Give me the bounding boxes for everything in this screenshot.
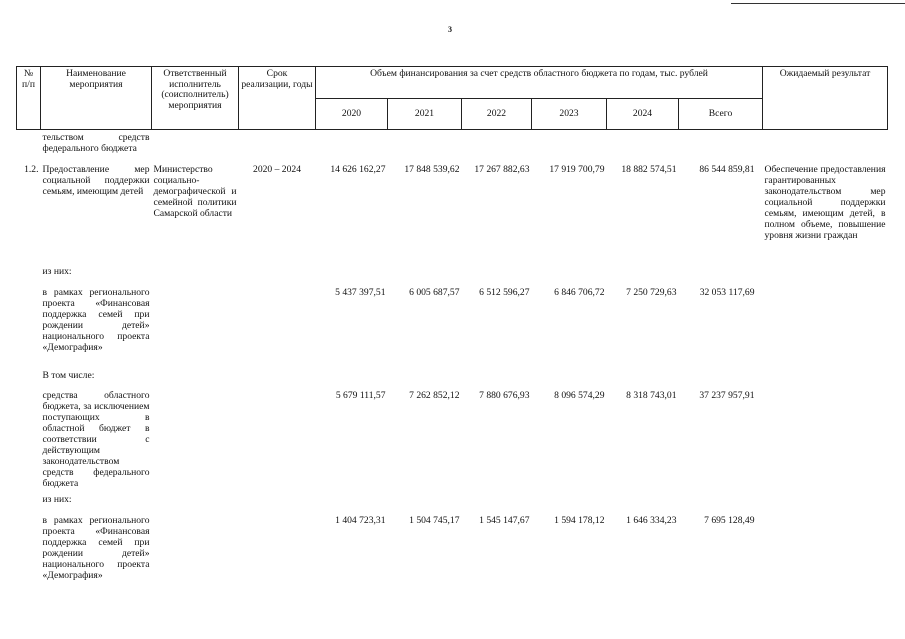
row-value-2020: 5 437 397,51 [335, 286, 386, 298]
row-period [239, 370, 316, 390]
row-value-2024: 1 646 334,23 [626, 514, 677, 526]
row-period [239, 266, 316, 287]
header-no: № п/п [17, 67, 41, 130]
row-value-2022: 17 267 882,63 [474, 163, 530, 175]
row-result: Обеспечение предоставления гарантированных законодательством мер социальной поддержки семьям, имеющим детей, в полном объеме, повышение уровня жизни граждан [764, 163, 886, 241]
row-resp [152, 494, 239, 515]
row-resp [152, 390, 239, 494]
funding-table [16, 66, 888, 595]
row-result [763, 370, 888, 390]
header-period: Срок реализации, годы [239, 67, 316, 130]
row-value-2021 [388, 494, 462, 515]
row-name: В том числе: [42, 369, 95, 381]
header-row-1 [17, 67, 888, 99]
row-value-2022: 7 880 676,93 [479, 389, 530, 401]
row-value-2020 [316, 130, 388, 164]
header-name: Наименование мероприятия [41, 67, 152, 130]
row-value-2024: 18 882 574,51 [621, 163, 677, 175]
row-period [239, 390, 316, 494]
header-year-2023: 2023 [532, 98, 607, 130]
row-value-2024 [607, 494, 679, 515]
row-result [763, 130, 888, 164]
row-name: из них: [42, 265, 72, 277]
row-value-2021: 7 262 852,12 [409, 389, 460, 401]
table-row [17, 266, 888, 287]
page-number: 3 [448, 25, 452, 34]
row-name: Предоставление мер социальной поддержки семьям, имеющим детей [42, 163, 150, 197]
row-no [17, 370, 41, 390]
row-value-2023: 6 846 706,72 [554, 286, 605, 298]
row-value-2022: 1 545 147,67 [479, 514, 530, 526]
row-result [763, 266, 888, 287]
row-value-2024: 7 250 729,63 [626, 286, 677, 298]
row-value-2021: 1 504 745,17 [409, 514, 460, 526]
header-responsible: Ответственный исполнитель (соисполнитель) мероприятия [152, 67, 239, 130]
row-value-2023 [532, 130, 607, 164]
row-value-2023: 17 919 700,79 [549, 163, 605, 175]
table-row [17, 164, 888, 266]
row-value-total: 32 053 117,69 [699, 286, 755, 298]
row-result [763, 515, 888, 595]
row-no [17, 130, 41, 164]
row-value-total [679, 494, 763, 515]
row-value-2021 [388, 370, 462, 390]
row-resp [152, 515, 239, 595]
row-resp [152, 266, 239, 287]
row-period: 2020 – 2024 [253, 163, 301, 175]
table-row [17, 130, 888, 164]
row-value-2023: 8 096 574,29 [554, 389, 605, 401]
row-value-2020 [316, 266, 388, 287]
row-value-total [679, 266, 763, 287]
row-value-2022 [462, 494, 532, 515]
row-resp: Министерство социально-демографической и семейной политики Самарской области [153, 163, 237, 219]
row-period [239, 494, 316, 515]
row-period [239, 515, 316, 595]
row-no [17, 287, 41, 370]
row-value-2023 [532, 494, 607, 515]
row-resp [152, 287, 239, 370]
row-name: в рамках регионального проекта «Финансовая поддержка семей при рождении детей» национального проекта «Демография» [42, 286, 150, 353]
row-value-total: 7 695 128,49 [704, 514, 755, 526]
row-value-2023: 1 594 178,12 [554, 514, 605, 526]
row-period [239, 287, 316, 370]
row-value-2023 [532, 266, 607, 287]
row-value-2022 [462, 266, 532, 287]
row-name: средства областного бюджета, за исключением поступающих в областной бюджет в соответствии с действующим законодательством средств федерального бюджета [42, 389, 150, 489]
header-result: Ожидаемый результат [763, 67, 888, 130]
row-value-2023 [532, 370, 607, 390]
row-no [17, 494, 41, 515]
row-value-2021 [388, 130, 462, 164]
row-value-2020: 1 404 723,31 [335, 514, 386, 526]
row-value-2021 [388, 266, 462, 287]
header-year-2021: 2021 [388, 98, 462, 130]
row-value-2024 [607, 266, 679, 287]
table-row [17, 494, 888, 515]
row-value-2022 [462, 130, 532, 164]
table-row [17, 390, 888, 494]
header-funding: Объем финансирования за счет средств областного бюджета по годам, тыс. рублей [316, 67, 763, 99]
row-no: 1.2. [24, 163, 39, 175]
row-no [17, 390, 41, 494]
row-name: из них: [42, 493, 72, 505]
row-name: тельством средств федерального бюджета [42, 132, 150, 154]
row-value-2020 [316, 370, 388, 390]
table-row [17, 287, 888, 370]
row-value-2020: 5 679 111,57 [335, 389, 386, 401]
row-result [763, 287, 888, 370]
row-value-total [679, 130, 763, 164]
row-no [17, 266, 41, 287]
row-result [763, 390, 888, 494]
header-year-2020: 2020 [316, 98, 388, 130]
table-row [17, 515, 888, 595]
row-value-total [679, 370, 763, 390]
header-year-2022: 2022 [462, 98, 532, 130]
row-value-2020: 14 626 162,27 [330, 163, 386, 175]
row-value-2024: 8 318 743,01 [626, 389, 677, 401]
table-row [17, 370, 888, 390]
row-value-2020 [316, 494, 388, 515]
row-value-2021: 6 005 687,57 [409, 286, 460, 298]
row-value-2021: 17 848 539,62 [404, 163, 460, 175]
row-value-2024 [607, 130, 679, 164]
row-value-2022: 6 512 596,27 [479, 286, 530, 298]
row-value-total: 37 237 957,91 [699, 389, 755, 401]
row-period [239, 130, 316, 164]
row-name: в рамках регионального проекта «Финансовая поддержка семей при рождении детей» национального проекта «Демография» [42, 514, 150, 581]
row-value-2024 [607, 370, 679, 390]
row-resp [152, 370, 239, 390]
top-rule [731, 3, 905, 4]
row-value-total: 86 544 859,81 [699, 163, 755, 175]
header-year-2024: 2024 [607, 98, 679, 130]
row-no [17, 515, 41, 595]
header-total: Всего [679, 98, 763, 130]
row-result [763, 494, 888, 515]
row-value-2022 [462, 370, 532, 390]
row-resp [152, 130, 239, 164]
